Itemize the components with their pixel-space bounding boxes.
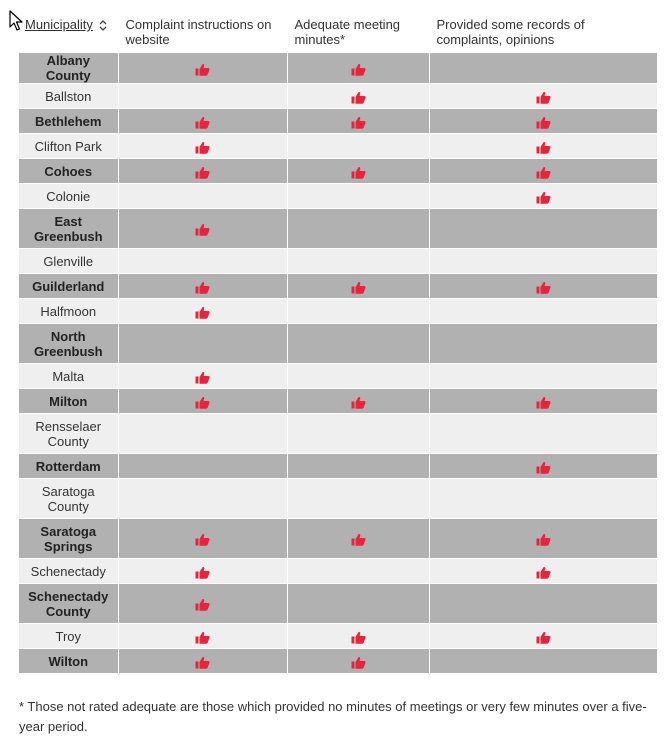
municipality-name: Ballston bbox=[19, 84, 118, 109]
cell-complaint bbox=[118, 519, 287, 559]
municipality-name: Glenville bbox=[19, 249, 118, 274]
cell-records bbox=[429, 454, 657, 479]
cell-records bbox=[429, 364, 657, 389]
municipality-name: Wilton bbox=[19, 649, 118, 674]
table-row bbox=[19, 159, 657, 184]
column-header-records: Provided some records of complaints, opinions bbox=[429, 11, 657, 53]
cell-minutes bbox=[287, 109, 429, 134]
thumbs-up-icon bbox=[195, 371, 210, 384]
municipality-name: Guilderland bbox=[19, 274, 118, 299]
municipality-name: Schenectady bbox=[19, 559, 118, 584]
thumbs-up-icon bbox=[195, 166, 210, 179]
cell-records bbox=[429, 299, 657, 324]
cell-records bbox=[429, 414, 657, 454]
thumbs-up-icon bbox=[351, 63, 366, 76]
thumbs-up-icon bbox=[536, 191, 551, 204]
thumbs-up-icon bbox=[351, 91, 366, 104]
cell-complaint bbox=[118, 414, 287, 454]
municipality-name: Rotterdam bbox=[19, 454, 118, 479]
thumbs-up-icon bbox=[195, 223, 210, 236]
thumbs-up-icon bbox=[351, 116, 366, 129]
cell-complaint bbox=[118, 159, 287, 184]
thumbs-up-icon bbox=[351, 656, 366, 669]
table-row bbox=[19, 414, 657, 454]
cell-minutes bbox=[287, 134, 429, 159]
table-row bbox=[19, 299, 657, 324]
table-row bbox=[19, 584, 657, 624]
cell-complaint bbox=[118, 389, 287, 414]
municipality-name: Halfmoon bbox=[19, 299, 118, 324]
cell-complaint bbox=[118, 454, 287, 479]
cell-complaint bbox=[118, 649, 287, 674]
sort-updown-icon[interactable] bbox=[99, 20, 107, 31]
cell-records bbox=[429, 389, 657, 414]
thumbs-up-icon bbox=[195, 306, 210, 319]
cell-records bbox=[429, 479, 657, 519]
thumbs-up-icon bbox=[195, 656, 210, 669]
municipality-name: East Greenbush bbox=[19, 209, 118, 249]
thumbs-up-icon bbox=[351, 631, 366, 644]
cell-complaint bbox=[118, 364, 287, 389]
thumbs-up-icon bbox=[195, 631, 210, 644]
municipality-name: Milton bbox=[19, 389, 118, 414]
cell-minutes bbox=[287, 479, 429, 519]
municipality-name: Albany County bbox=[19, 53, 118, 84]
cell-minutes bbox=[287, 649, 429, 674]
table-row bbox=[19, 389, 657, 414]
thumbs-up-icon bbox=[195, 281, 210, 294]
cell-records bbox=[429, 324, 657, 364]
cell-complaint bbox=[118, 624, 287, 649]
cell-minutes bbox=[287, 454, 429, 479]
municipality-name: Cohoes bbox=[19, 159, 118, 184]
table-row bbox=[19, 109, 657, 134]
thumbs-up-icon bbox=[536, 396, 551, 409]
table-row bbox=[19, 184, 657, 209]
cell-minutes bbox=[287, 324, 429, 364]
table-row bbox=[19, 134, 657, 159]
cell-minutes bbox=[287, 559, 429, 584]
cell-minutes bbox=[287, 159, 429, 184]
thumbs-up-icon bbox=[195, 566, 210, 579]
cell-records bbox=[429, 584, 657, 624]
cell-complaint bbox=[118, 209, 287, 249]
cell-complaint bbox=[118, 249, 287, 274]
cell-minutes bbox=[287, 299, 429, 324]
cell-records bbox=[429, 624, 657, 649]
table-row bbox=[19, 249, 657, 274]
cell-records bbox=[429, 109, 657, 134]
thumbs-up-icon bbox=[536, 281, 551, 294]
table-row bbox=[19, 649, 657, 674]
thumbs-up-icon bbox=[536, 461, 551, 474]
table-row bbox=[19, 274, 657, 299]
municipality-ratings-table bbox=[19, 11, 658, 673]
cell-minutes bbox=[287, 53, 429, 84]
table-row bbox=[19, 624, 657, 649]
cell-records bbox=[429, 519, 657, 559]
table-row bbox=[19, 454, 657, 479]
table-header-row bbox=[19, 11, 657, 53]
municipality-sort-label[interactable]: Municipality bbox=[25, 17, 93, 32]
cell-complaint bbox=[118, 479, 287, 519]
cell-minutes bbox=[287, 274, 429, 299]
thumbs-up-icon bbox=[351, 396, 366, 409]
cell-complaint bbox=[118, 109, 287, 134]
column-header-municipality[interactable] bbox=[19, 11, 118, 53]
thumbs-up-icon bbox=[195, 63, 210, 76]
municipality-name: Schenectady County bbox=[19, 584, 118, 624]
thumbs-up-icon bbox=[351, 166, 366, 179]
table-row bbox=[19, 84, 657, 109]
cell-records bbox=[429, 274, 657, 299]
cell-minutes bbox=[287, 249, 429, 274]
cell-complaint bbox=[118, 53, 287, 84]
municipality-name: North Greenbush bbox=[19, 324, 118, 364]
cell-complaint bbox=[118, 274, 287, 299]
municipality-name: Clifton Park bbox=[19, 134, 118, 159]
cell-records bbox=[429, 209, 657, 249]
footnote: * Those not rated adequate are those which provided no minutes of meetings or very few minutes over a five-year period. bbox=[19, 699, 647, 734]
municipality-name: Rensselaer County bbox=[19, 414, 118, 454]
cell-minutes bbox=[287, 84, 429, 109]
cell-records bbox=[429, 84, 657, 109]
cell-records bbox=[429, 249, 657, 274]
cell-minutes bbox=[287, 624, 429, 649]
cell-minutes bbox=[287, 414, 429, 454]
cell-complaint bbox=[118, 584, 287, 624]
table-row bbox=[19, 209, 657, 249]
municipality-name: Colonie bbox=[19, 184, 118, 209]
thumbs-up-icon bbox=[195, 533, 210, 546]
cell-records bbox=[429, 184, 657, 209]
cell-minutes bbox=[287, 519, 429, 559]
cell-minutes bbox=[287, 209, 429, 249]
municipality-name: Bethlehem bbox=[19, 109, 118, 134]
cell-records bbox=[429, 159, 657, 184]
cell-records bbox=[429, 649, 657, 674]
cell-records bbox=[429, 559, 657, 584]
cell-complaint bbox=[118, 84, 287, 109]
thumbs-up-icon bbox=[195, 598, 210, 611]
cell-minutes bbox=[287, 364, 429, 389]
cell-complaint bbox=[118, 324, 287, 364]
municipality-name: Malta bbox=[19, 364, 118, 389]
thumbs-up-icon bbox=[351, 281, 366, 294]
table-row bbox=[19, 519, 657, 559]
municipality-name: Troy bbox=[19, 624, 118, 649]
thumbs-up-icon bbox=[536, 141, 551, 154]
thumbs-up-icon bbox=[536, 631, 551, 644]
cell-minutes bbox=[287, 584, 429, 624]
municipality-name: Saratoga Springs bbox=[19, 519, 118, 559]
table-row bbox=[19, 324, 657, 364]
thumbs-up-icon bbox=[536, 533, 551, 546]
cell-complaint bbox=[118, 134, 287, 159]
column-header-complaint-instructions: Complaint instructions on website bbox=[118, 11, 287, 53]
thumbs-up-icon bbox=[351, 533, 366, 546]
table-row bbox=[19, 559, 657, 584]
thumbs-up-icon bbox=[195, 116, 210, 129]
thumbs-up-icon bbox=[195, 141, 210, 154]
cell-complaint bbox=[118, 184, 287, 209]
cell-complaint bbox=[118, 559, 287, 584]
cell-minutes bbox=[287, 184, 429, 209]
cell-complaint bbox=[118, 299, 287, 324]
municipality-name: Saratoga County bbox=[19, 479, 118, 519]
table-row bbox=[19, 53, 657, 84]
thumbs-up-icon bbox=[536, 116, 551, 129]
column-header-meeting-minutes: Adequate meeting minutes* bbox=[287, 11, 429, 53]
table-row bbox=[19, 364, 657, 389]
cell-records bbox=[429, 134, 657, 159]
thumbs-up-icon bbox=[536, 91, 551, 104]
thumbs-up-icon bbox=[195, 396, 210, 409]
cell-records bbox=[429, 53, 657, 84]
thumbs-up-icon bbox=[536, 566, 551, 579]
table-row bbox=[19, 479, 657, 519]
cell-minutes bbox=[287, 389, 429, 414]
thumbs-up-icon bbox=[536, 166, 551, 179]
